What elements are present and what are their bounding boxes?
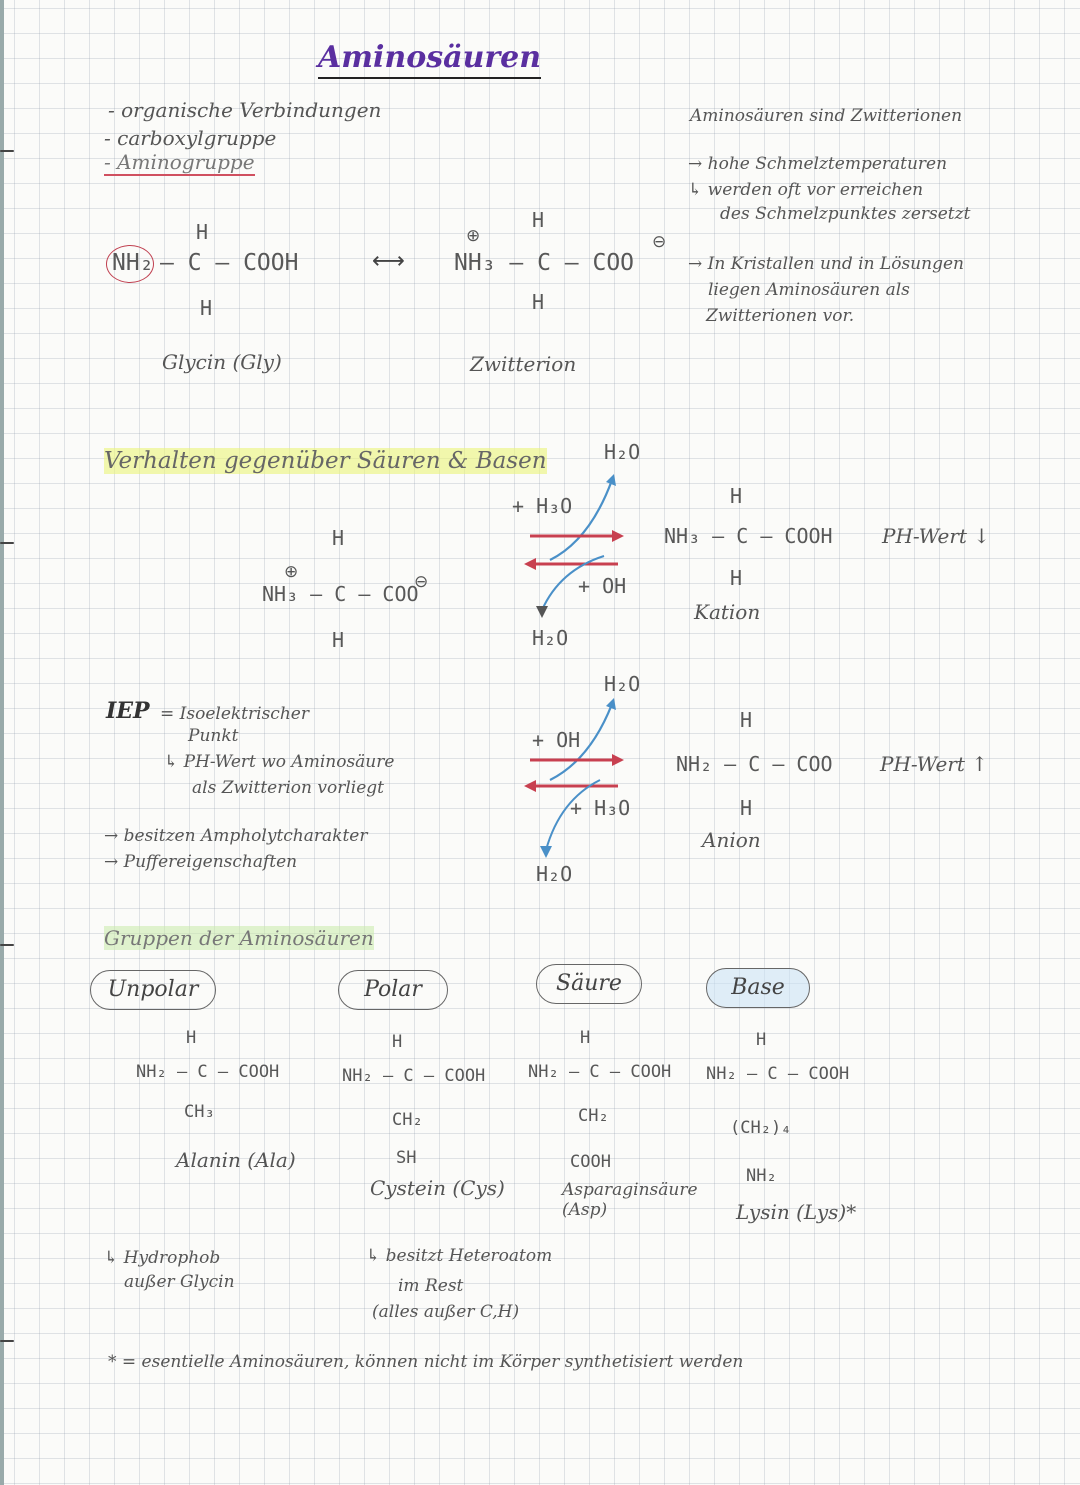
alanin-label: Alanin (Ala) xyxy=(176,1148,296,1172)
center-formula: NH₃ – C – COO xyxy=(262,582,419,606)
lysin-side-group: NH₂ xyxy=(746,1166,777,1186)
glycin-formula: – C – COOH xyxy=(160,250,299,276)
zwitterion-label: Zwitterion xyxy=(470,352,577,376)
lysin-label: Lysin (Lys)* xyxy=(736,1200,857,1224)
anion-formula: NH₂ – C – COO xyxy=(676,752,833,776)
zwitterion-h-top: H xyxy=(532,208,545,232)
group-unpolar-pill: Unpolar xyxy=(90,970,216,1010)
intro-item-amino: - Aminogruppe xyxy=(104,150,255,174)
notes-heading: Aminosäuren sind Zwitterionen xyxy=(690,106,963,126)
iep-definition: als Zwitterion vorliegt xyxy=(192,778,384,798)
equilibrium-arrows-acid xyxy=(520,460,630,650)
lysin-h: H xyxy=(756,1030,767,1050)
eq2-hydroxide: + OH xyxy=(532,728,581,752)
group-base-pill: Base xyxy=(706,968,810,1008)
asp-side-group: COOH xyxy=(570,1152,611,1172)
notes-line: → hohe Schmelztemperaturen xyxy=(688,154,948,174)
equilibrium-arrows-base xyxy=(520,690,630,870)
cystein-side-chain: CH₂ xyxy=(392,1110,423,1130)
lysin-formula: NH₂ – C – COOH xyxy=(706,1064,850,1084)
center-charge-plus: ⊕ xyxy=(284,562,299,582)
kation-formula: NH₃ – C – COOH xyxy=(664,524,833,548)
eq2-bottom-water: H₂O xyxy=(536,862,573,886)
asp-h: H xyxy=(580,1028,591,1048)
anion-label: Anion xyxy=(702,828,761,852)
binder-mark xyxy=(0,1340,14,1342)
alanin-formula: NH₂ – C – COOH xyxy=(136,1062,280,1082)
notes-line: ↳ werden oft vor erreichen xyxy=(688,180,924,200)
eq1-hydronium: + H₃O xyxy=(512,494,573,518)
notes-line: Zwitterionen vor. xyxy=(706,306,855,326)
kation-ph: PH-Wert ↓ xyxy=(882,524,991,548)
eq1-hydroxide: + OH xyxy=(578,574,627,598)
zwitterion-h-bottom: H xyxy=(532,290,545,314)
anion-h-top: H xyxy=(740,708,753,732)
polar-note: im Rest xyxy=(398,1276,464,1296)
kation-label: Kation xyxy=(694,600,761,624)
asp-side-chain: CH₂ xyxy=(578,1106,609,1126)
iep-definition: = Isoelektrischer xyxy=(160,704,309,724)
binder-mark xyxy=(0,542,14,544)
iep-bullet: → besitzen Ampholytcharakter xyxy=(104,826,368,846)
alanin-side-chain: CH₃ xyxy=(184,1102,215,1122)
unpolar-note: ↳ Hydrophob xyxy=(104,1248,221,1268)
groups-heading: Gruppen der Aminosäuren xyxy=(104,926,374,950)
notes-line: des Schmelzpunktes zersetzt xyxy=(720,204,971,224)
polar-note: (alles außer C,H) xyxy=(372,1302,520,1322)
behaviour-heading: Verhalten gegenüber Säuren & Basen xyxy=(104,448,547,474)
anion-ph: PH-Wert ↑ xyxy=(880,752,989,776)
notes-line: → In Kristallen und in Lösungen xyxy=(688,254,964,274)
asp-formula: NH₂ – C – COOH xyxy=(528,1062,672,1082)
anion-h-bottom: H xyxy=(740,796,753,820)
intro-item-carboxyl: - carboxylgruppe xyxy=(104,126,277,150)
eq1-bottom-water: H₂O xyxy=(532,626,569,650)
center-h-bottom: H xyxy=(332,628,345,652)
unpolar-note: außer Glycin xyxy=(124,1272,235,1292)
zwitterion-charge-plus: ⊕ xyxy=(466,226,481,246)
intro-item-organic: - organische Verbindungen xyxy=(108,98,382,122)
glycin-nh2: NH₂ xyxy=(112,250,154,276)
iep-definition: ↳ PH-Wert wo Aminosäure xyxy=(164,752,395,772)
eq1-top-water: H₂O xyxy=(604,440,641,464)
polar-note: ↳ besitzt Heteroatom xyxy=(366,1246,553,1266)
center-h-top: H xyxy=(332,526,345,550)
kation-h-top: H xyxy=(730,484,743,508)
zwitterion-formula: NH₃ – C – COO xyxy=(454,250,635,276)
iep-label: IEP xyxy=(106,698,150,724)
cystein-label: Cystein (Cys) xyxy=(370,1176,505,1200)
page-title: Aminosäuren xyxy=(318,40,541,79)
alanin-h: H xyxy=(186,1028,197,1048)
cystein-h: H xyxy=(392,1032,403,1052)
iep-definition: Punkt xyxy=(188,726,239,746)
eq2-top-water: H₂O xyxy=(604,672,641,696)
group-polar-pill: Polar xyxy=(338,970,448,1010)
kation-h-bottom: H xyxy=(730,566,743,590)
glycin-h-bottom: H xyxy=(200,296,213,320)
footnote: * = esentielle Aminosäuren, können nicht im Körper synthetisiert werden xyxy=(108,1352,744,1372)
glycin-h-top: H xyxy=(196,220,209,244)
notes-line: liegen Aminosäuren als xyxy=(708,280,910,300)
group-acid-pill: Säure xyxy=(536,964,642,1004)
lysin-side-chain: (CH₂)₄ xyxy=(730,1118,792,1138)
resonance-arrow: ⟷ xyxy=(372,248,405,274)
iep-bullet: → Puffereigenschaften xyxy=(104,852,298,872)
center-charge-minus: ⊖ xyxy=(414,572,429,592)
binder-mark xyxy=(0,150,14,152)
asp-label: Asparaginsäure (Asp) xyxy=(562,1180,698,1220)
glycin-label: Glycin (Gly) xyxy=(162,350,282,374)
zwitterion-charge-minus: ⊖ xyxy=(652,232,667,252)
eq2-hydronium: + H₃O xyxy=(570,796,631,820)
binder-mark xyxy=(0,944,14,946)
cystein-side-group: SH xyxy=(396,1148,417,1168)
cystein-formula: NH₂ – C – COOH xyxy=(342,1066,486,1086)
page-edge xyxy=(0,0,4,1485)
